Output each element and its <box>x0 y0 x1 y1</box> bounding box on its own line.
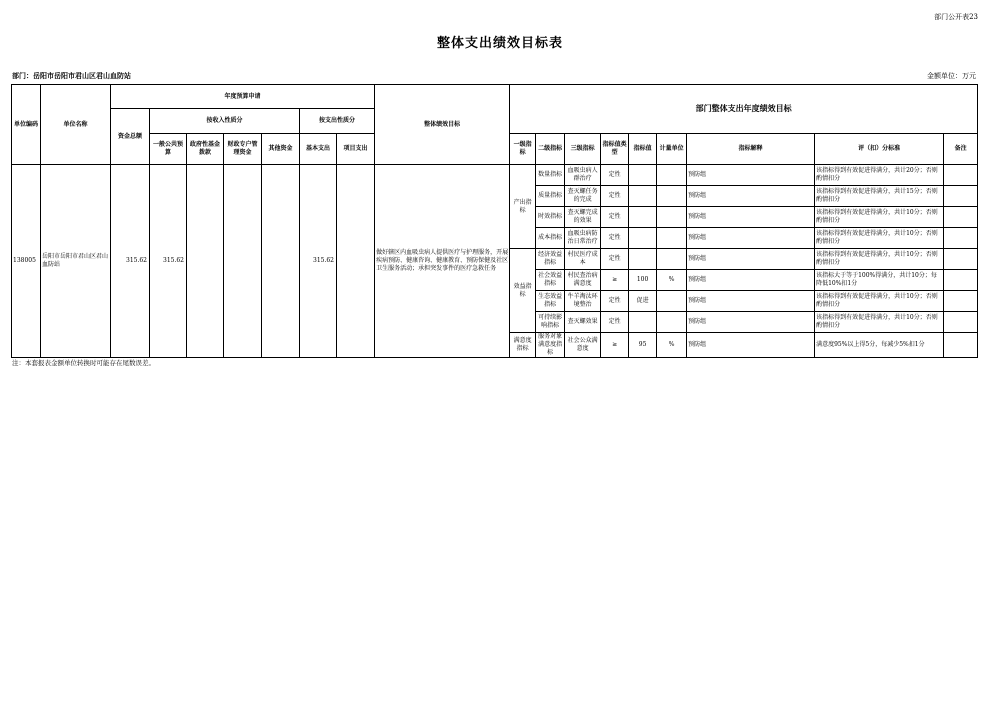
value-type-cell: ≥ <box>601 333 629 358</box>
remark-cell <box>944 228 978 249</box>
header-project-exp: 项目支出 <box>337 134 375 165</box>
header-by-income: 按收入性质分 <box>150 109 300 134</box>
explanation-cell: 预防组 <box>687 165 815 186</box>
footnote: 注：本套报表金额单位转换时可能存在尾数误差。 <box>12 359 155 367</box>
level3-cell: 查灭螺效果 <box>565 312 601 333</box>
scoring-cell: 该指标得到有效促进得满分，共计20分；否则酌情扣分 <box>815 165 944 186</box>
value-type-cell: 定性 <box>601 249 629 270</box>
performance-goal-table <box>11 84 978 358</box>
explanation-cell: 预防组 <box>687 249 815 270</box>
remark-cell <box>944 291 978 312</box>
level3-cell: 查灭螺任务的完成 <box>565 186 601 207</box>
level2-cell: 生态效益指标 <box>536 291 565 312</box>
remark-cell <box>944 270 978 291</box>
unit-code-cell: 138005 <box>12 165 41 358</box>
remark-cell <box>944 249 978 270</box>
table-row <box>12 165 978 186</box>
header-unit-code: 单位编码 <box>12 85 41 165</box>
explanation-cell: 预防组 <box>687 228 815 249</box>
value-type-cell: 定性 <box>601 165 629 186</box>
header-scoring: 评（扣）分标准 <box>815 134 944 165</box>
group-effect: 效益指标 <box>510 249 536 333</box>
level3-cell: 社会公众满意度 <box>565 333 601 358</box>
level3-cell: 查灭螺完成的效果 <box>565 207 601 228</box>
scoring-cell: 该指标得到有效促进得满分，共计10分；否则酌情扣分 <box>815 291 944 312</box>
document-number: 部门公开表23 <box>934 13 978 21</box>
measure-unit-cell <box>657 207 687 228</box>
overall-goal-cell: 做好辖区内血吸虫病人提供医疗与护理服务，开展疾病预防、健康咨询、健康教育、预防保健及社区卫生服务活动；承担突发事件的医疗急救任务 <box>375 165 510 358</box>
scoring-cell: 该指标得到有效促进得满分，共计10分；否则酌情扣分 <box>815 312 944 333</box>
measure-unit-cell <box>657 249 687 270</box>
level2-cell: 数量指标 <box>536 165 565 186</box>
explanation-cell: 预防组 <box>687 186 815 207</box>
gov-fund-cell <box>187 165 224 358</box>
level3-cell: 血吸虫病防治日常治疗 <box>565 228 601 249</box>
explanation-cell: 预防组 <box>687 270 815 291</box>
header-explanation: 指标解释 <box>687 134 815 165</box>
header-gov-fund: 政府性基金拨款 <box>187 134 224 165</box>
department-label: 部门：岳阳市岳阳市君山区君山血防站 <box>12 72 131 80</box>
value-type-cell: 定性 <box>601 228 629 249</box>
level3-cell: 村民医疗成本 <box>565 249 601 270</box>
level2-cell: 可持续影响指标 <box>536 312 565 333</box>
group-output: 产出指标 <box>510 165 536 249</box>
remark-cell <box>944 165 978 186</box>
level2-cell: 社会效益指标 <box>536 270 565 291</box>
value-cell <box>629 228 657 249</box>
explanation-cell: 预防组 <box>687 312 815 333</box>
header-other-funds: 其他资金 <box>262 134 300 165</box>
value-type-cell: 定性 <box>601 186 629 207</box>
level3-cell: 村民查治病满意度 <box>565 270 601 291</box>
remark-cell <box>944 312 978 333</box>
level2-cell: 质量指标 <box>536 186 565 207</box>
value-cell <box>629 186 657 207</box>
total-funds-cell: 315.62 <box>111 165 150 358</box>
header-level2: 二级指标 <box>536 134 565 165</box>
measure-unit-cell <box>657 186 687 207</box>
level3-cell: 牛羊淘汰环境整治 <box>565 291 601 312</box>
level2-cell: 经济效益指标 <box>536 249 565 270</box>
value-cell <box>629 312 657 333</box>
header-basic-exp: 基本支出 <box>300 134 337 165</box>
value-cell <box>629 207 657 228</box>
general-budget-cell: 315.62 <box>150 165 187 358</box>
other-funds-cell <box>262 165 300 358</box>
header-by-expense: 按支出性质分 <box>300 109 375 134</box>
header-annual-budget: 年度预算申请 <box>111 85 375 109</box>
level2-cell: 成本指标 <box>536 228 565 249</box>
measure-unit-cell <box>657 228 687 249</box>
value-cell <box>629 165 657 186</box>
scoring-cell: 满意度95%以上得5分，每减少5%扣1分 <box>815 333 944 358</box>
page-title: 整体支出绩效目标表 <box>436 36 563 51</box>
header-general-budget: 一般公共预算 <box>150 134 187 165</box>
project-exp-cell <box>337 165 375 358</box>
header-dept-goals: 部门整体支出年度绩效目标 <box>510 85 978 134</box>
header-value: 指标值 <box>629 134 657 165</box>
group-satisfaction: 满意度指标 <box>510 333 536 358</box>
header-fiscal-special: 财政专户管理资金 <box>224 134 262 165</box>
basic-exp-cell: 315.62 <box>300 165 337 358</box>
explanation-cell: 预防组 <box>687 333 815 358</box>
scoring-cell: 该指标得到有效促进得满分，共计10分；否则酌情扣分 <box>815 207 944 228</box>
value-cell: 促进 <box>629 291 657 312</box>
header-overall-goal: 整体绩效目标 <box>375 85 510 165</box>
fiscal-special-cell <box>224 165 262 358</box>
value-cell: 100 <box>629 270 657 291</box>
measure-unit-cell: % <box>657 270 687 291</box>
level3-cell: 血吸虫病人群治疗 <box>565 165 601 186</box>
value-cell: 95 <box>629 333 657 358</box>
header-level3: 三级指标 <box>565 134 601 165</box>
value-cell <box>629 249 657 270</box>
header-total-funds: 资金总额 <box>111 109 150 165</box>
header-measure-unit: 计量单位 <box>657 134 687 165</box>
explanation-cell: 预防组 <box>687 291 815 312</box>
measure-unit-cell <box>657 165 687 186</box>
value-type-cell: ≥ <box>601 270 629 291</box>
remark-cell <box>944 333 978 358</box>
value-type-cell: 定性 <box>601 291 629 312</box>
header-unit-name: 单位名称 <box>41 85 111 165</box>
measure-unit-cell: % <box>657 333 687 358</box>
value-type-cell: 定性 <box>601 312 629 333</box>
amount-unit-label: 金额单位：万元 <box>927 72 976 80</box>
remark-cell <box>944 186 978 207</box>
header-level1: 一级指标 <box>510 134 536 165</box>
measure-unit-cell <box>657 291 687 312</box>
header-remark: 备注 <box>944 134 978 165</box>
level2-cell: 时效指标 <box>536 207 565 228</box>
explanation-cell: 预防组 <box>687 207 815 228</box>
remark-cell <box>944 207 978 228</box>
scoring-cell: 该指标得到有效促进得满分，共计10分；否则酌情扣分 <box>815 228 944 249</box>
measure-unit-cell <box>657 312 687 333</box>
scoring-cell: 该指标大于等于100%得满分，共计10分；每降低10%扣1分 <box>815 270 944 291</box>
value-type-cell: 定性 <box>601 207 629 228</box>
scoring-cell: 该指标得到有效促进得满分，共计10分；否则酌情扣分 <box>815 249 944 270</box>
unit-name-cell: 岳阳市岳阳市君山区君山血防站 <box>41 165 111 358</box>
level2-cell: 服务对象满意度指标 <box>536 333 565 358</box>
header-value-type: 指标值类型 <box>601 134 629 165</box>
scoring-cell: 该指标得到有效促进得满分，共计15分；否则酌情扣分 <box>815 186 944 207</box>
